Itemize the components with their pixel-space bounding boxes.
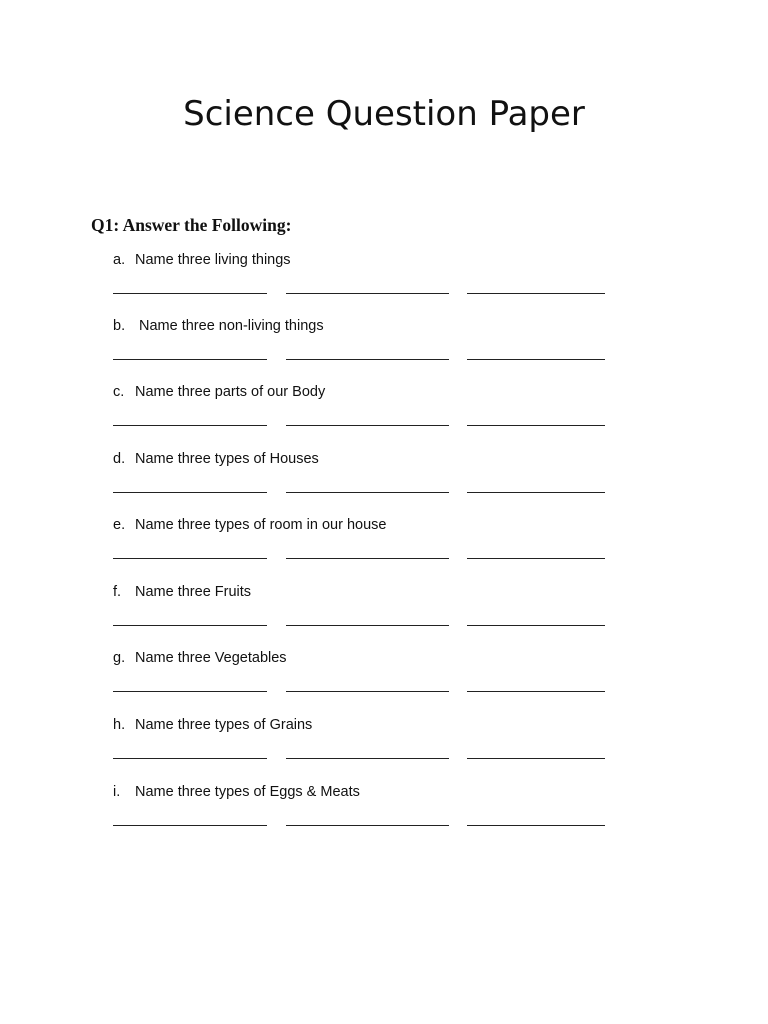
question-marker: e. — [113, 517, 126, 533]
question-label: Name three types of Grains — [135, 717, 313, 733]
question-item — [113, 449, 673, 509]
question-label: Name three Fruits — [135, 584, 252, 600]
answer-blank[interactable] — [113, 425, 267, 426]
question-text — [113, 515, 386, 535]
question-item — [113, 715, 673, 775]
answer-blank[interactable] — [467, 359, 605, 360]
answer-blank[interactable] — [113, 825, 267, 826]
answer-blank[interactable] — [113, 691, 267, 692]
question-item — [113, 515, 673, 575]
question-marker: g. — [113, 650, 126, 666]
answer-blank[interactable] — [286, 691, 449, 692]
answer-blank[interactable] — [113, 293, 267, 294]
question-label: Name three non-living things — [139, 318, 324, 334]
page-title: Science Question Paper — [183, 94, 585, 134]
question-label: Name three Vegetables — [135, 650, 287, 666]
question-label: Name three parts of our Body — [135, 384, 326, 400]
answer-blank[interactable] — [113, 359, 267, 360]
question-marker: a. — [113, 252, 126, 268]
question-marker: f. — [113, 584, 122, 600]
answer-blank[interactable] — [286, 825, 449, 826]
question-text — [113, 782, 360, 802]
question-marker: b. — [113, 318, 126, 334]
question-marker: i. — [113, 784, 121, 800]
question-text — [113, 449, 319, 469]
answer-blank[interactable] — [467, 825, 605, 826]
answer-blank[interactable] — [286, 558, 449, 559]
answer-blank[interactable] — [113, 492, 267, 493]
question-label: Name three types of Houses — [135, 451, 319, 467]
question-item — [113, 582, 673, 642]
answer-blank[interactable] — [467, 425, 605, 426]
question-text — [113, 715, 312, 735]
answer-blank[interactable] — [467, 492, 605, 493]
answer-blank[interactable] — [113, 758, 267, 759]
question-text — [113, 316, 324, 336]
answer-blank[interactable] — [467, 691, 605, 692]
answer-blank[interactable] — [286, 359, 449, 360]
question-text — [113, 648, 287, 668]
question-label: Name three types of room in our house — [135, 517, 387, 533]
question-item — [113, 250, 673, 310]
answer-blank[interactable] — [113, 625, 267, 626]
question-marker: d. — [113, 451, 126, 467]
answer-blank[interactable] — [286, 758, 449, 759]
answer-blank[interactable] — [286, 293, 449, 294]
answer-blank[interactable] — [113, 558, 267, 559]
answer-blank[interactable] — [467, 625, 605, 626]
question-marker: h. — [113, 717, 126, 733]
question-marker: c. — [113, 384, 125, 400]
section-heading: Q1: Answer the Following: — [91, 215, 292, 235]
question-item — [113, 382, 673, 442]
answer-blank[interactable] — [467, 758, 605, 759]
question-text — [113, 250, 291, 270]
question-item — [113, 648, 673, 708]
question-label: Name three living things — [135, 252, 291, 268]
question-text — [113, 582, 251, 602]
answer-blank[interactable] — [467, 558, 605, 559]
question-item — [113, 316, 673, 376]
question-text — [113, 382, 325, 402]
answer-blank[interactable] — [467, 293, 605, 294]
question-item — [113, 782, 673, 842]
answer-blank[interactable] — [286, 625, 449, 626]
answer-blank[interactable] — [286, 492, 449, 493]
answer-blank[interactable] — [286, 425, 449, 426]
question-label: Name three types of Eggs & Meats — [135, 784, 360, 800]
